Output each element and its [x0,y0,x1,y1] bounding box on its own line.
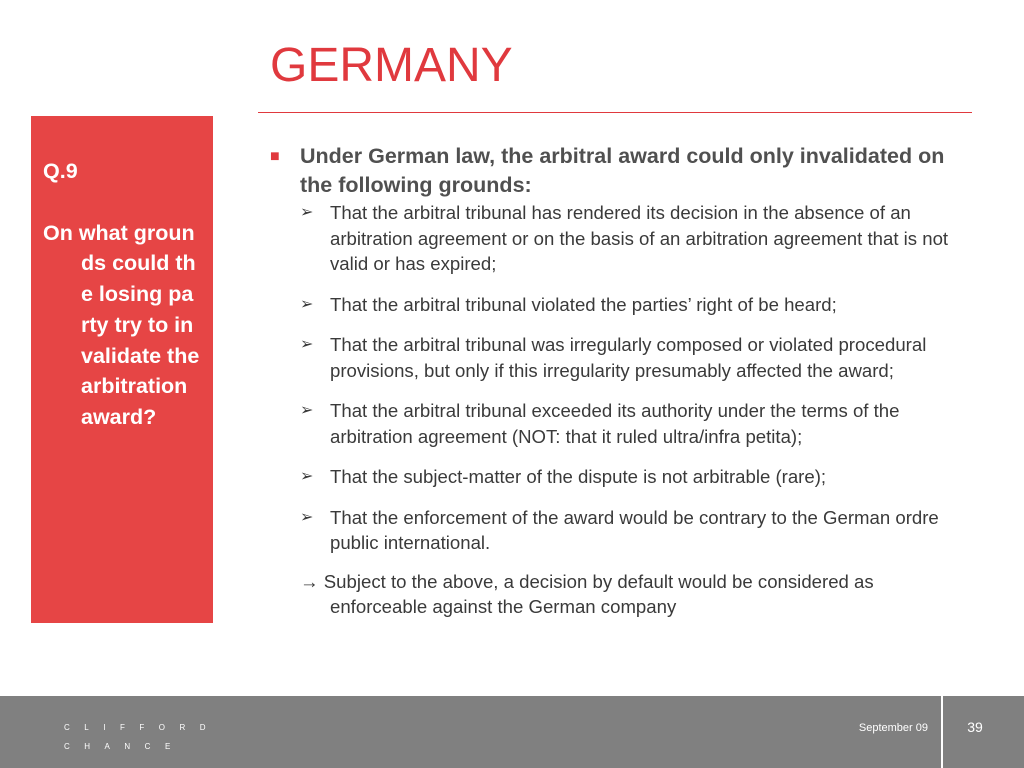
arrow-bullet-icon: ➢ [300,402,314,419]
question-text: On what grounds could the losing party try to invalidate the arbitration award? [43,220,200,429]
ground-item [270,398,970,449]
title-divider [258,112,972,113]
ground-item [270,200,970,277]
page-number: 39 [967,719,983,735]
slide-title: GERMANY [270,39,513,92]
ground-item [270,505,970,556]
ground-text: That the subject-matter of the dispute is not arbitrable (rare); [330,466,827,487]
content-body [270,142,970,620]
question-number: Q.9 [43,159,78,183]
lead-bullet-item [270,142,970,200]
square-bullet-icon: ■ [270,148,280,165]
clifford-chance-logo [64,718,220,756]
arrow-bullet-icon: ➢ [300,295,314,313]
conclusion-text: → Subject to the above, a decision by default would be considered as enforceable against the German company [300,570,874,617]
ground-text: That the arbitral tribunal was irregularly composed or violated procedural provisions, but only if this irregularity presumably affected the award; [330,334,927,381]
arrow-bullet-icon: ➢ [300,468,314,485]
footer-date: September 09 [858,722,928,734]
ground-text: That the arbitral tribunal exceeded its authority under the terms of the arbitration agreement (NOT: that it ruled ultra/infra petita); [330,400,900,447]
ground-item [270,464,970,490]
ground-item [270,332,970,383]
lead-text: Under German law, the arbitral award could only invalidated on the following grounds: [300,144,945,197]
ground-text: That the arbitral tribunal has rendered its decision in the absence of an arbitration agreement or on the basis of an arbitration agreement that is not valid or has expired; [330,202,949,274]
ground-text: That the enforcement of the award would be contrary to the German ordre public international. [330,506,939,553]
footer-divider [941,696,943,768]
ground-text: That the arbitral tribunal violated the parties’ right of be heard; [330,293,837,315]
ground-item [270,292,970,318]
arrow-bullet-icon: ➢ [300,336,314,353]
logo-line-1: CLIFFORD [64,723,220,732]
arrow-bullet-icon: ➢ [300,204,314,221]
arrow-bullet-icon: ➢ [300,508,314,526]
footer-bar [0,696,1024,768]
logo-line-2: CHANCE [64,742,185,751]
question-panel [31,116,213,623]
